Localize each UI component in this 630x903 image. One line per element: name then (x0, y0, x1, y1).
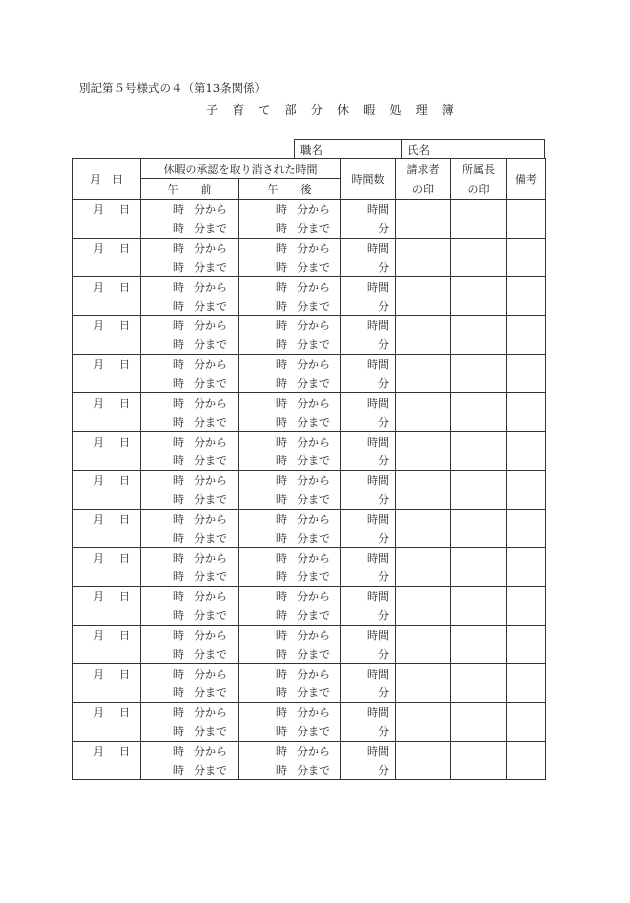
row-minutes: 分 (341, 683, 396, 702)
am-to: 時 分まで (141, 257, 239, 276)
row-hours: 時間 (341, 354, 396, 373)
pm-to: 時 分まで (239, 219, 341, 238)
remarks-cell[interactable] (507, 238, 546, 277)
row-date: 月 日 (73, 238, 141, 257)
am-to: 時 分まで (141, 606, 239, 625)
remarks-header: 備考 (507, 159, 546, 200)
remarks-cell[interactable] (507, 548, 546, 587)
head-seal-header: 所属長 (451, 159, 507, 179)
row-hours: 時間 (341, 586, 396, 605)
row-minutes: 分 (341, 412, 396, 431)
table-row (73, 277, 546, 296)
requester-seal-cell[interactable] (396, 548, 451, 587)
remarks-cell[interactable] (507, 200, 546, 239)
requester-seal-cell[interactable] (396, 393, 451, 432)
am-from: 時 分から (141, 548, 239, 567)
remarks-cell[interactable] (507, 586, 546, 625)
row-date-blank (73, 257, 141, 276)
am-header: 午 前 (141, 179, 239, 200)
pm-to: 時 分まで (239, 374, 341, 393)
remarks-cell[interactable] (507, 432, 546, 471)
am-from: 時 分から (141, 238, 239, 257)
job-title-label: 職名 (300, 143, 323, 157)
row-hours: 時間 (341, 316, 396, 335)
row-date: 月 日 (73, 509, 141, 528)
row-date: 月 日 (73, 277, 141, 296)
am-to: 時 分まで (141, 528, 239, 547)
requester-seal-cell[interactable] (396, 316, 451, 355)
head-seal-cell[interactable] (451, 200, 507, 239)
am-to: 時 分まで (141, 722, 239, 741)
head-seal-header-sub: の印 (451, 179, 507, 200)
am-to: 時 分まで (141, 451, 239, 470)
pm-to: 時 分まで (239, 490, 341, 509)
am-from: 時 分から (141, 470, 239, 489)
date-header: 月 日 (73, 159, 141, 200)
job-title-box (294, 139, 402, 158)
remarks-cell[interactable] (507, 509, 546, 548)
requester-seal-cell[interactable] (396, 277, 451, 316)
row-date-blank (73, 219, 141, 238)
remarks-cell[interactable] (507, 664, 546, 703)
approved-time-header: 休暇の承認を取り消された時間 (141, 159, 341, 179)
remarks-cell[interactable] (507, 354, 546, 393)
row-minutes: 分 (341, 335, 396, 354)
row-minutes: 分 (341, 606, 396, 625)
row-date: 月 日 (73, 548, 141, 567)
row-date: 月 日 (73, 393, 141, 412)
row-date-blank (73, 296, 141, 315)
am-to: 時 分まで (141, 490, 239, 509)
pm-from: 時 分から (239, 509, 341, 528)
form-reference: 別記第５号様式の４（第13条関係） (79, 81, 267, 95)
pm-to: 時 分まで (239, 760, 341, 779)
am-from: 時 分から (141, 354, 239, 373)
am-from: 時 分から (141, 200, 239, 219)
remarks-cell[interactable] (507, 741, 546, 780)
table-row (73, 664, 546, 683)
row-minutes: 分 (341, 490, 396, 509)
row-date: 月 日 (73, 741, 141, 760)
table-row (73, 354, 546, 373)
requester-seal-cell[interactable] (396, 741, 451, 780)
am-from: 時 分から (141, 277, 239, 296)
table-row (73, 741, 546, 760)
requester-seal-cell[interactable] (396, 509, 451, 548)
row-minutes: 分 (341, 760, 396, 779)
row-minutes: 分 (341, 374, 396, 393)
row-date: 月 日 (73, 432, 141, 451)
pm-from: 時 分から (239, 741, 341, 760)
row-minutes: 分 (341, 296, 396, 315)
requester-seal-cell[interactable] (396, 432, 451, 471)
requester-seal-cell[interactable] (396, 586, 451, 625)
am-to: 時 分まで (141, 760, 239, 779)
am-from: 時 分から (141, 509, 239, 528)
head-seal-cell[interactable] (451, 548, 507, 587)
pm-from: 時 分から (239, 354, 341, 373)
table-row (73, 586, 546, 605)
row-date: 月 日 (73, 702, 141, 721)
row-date-blank (73, 683, 141, 702)
am-to: 時 分まで (141, 683, 239, 702)
name-box (401, 139, 545, 158)
requester-seal-cell[interactable] (396, 702, 451, 741)
row-hours: 時間 (341, 200, 396, 219)
table-row (73, 470, 546, 489)
pm-from: 時 分から (239, 238, 341, 257)
table-row (73, 548, 546, 567)
row-date-blank (73, 567, 141, 586)
head-seal-cell[interactable] (451, 470, 507, 509)
table-row (73, 393, 546, 412)
row-date: 月 日 (73, 625, 141, 644)
table-row (73, 432, 546, 451)
name-label: 氏名 (407, 143, 430, 157)
requester-seal-cell[interactable] (396, 470, 451, 509)
pm-from: 時 分から (239, 470, 341, 489)
page-title: 子育て部分休暇処理簿 (206, 103, 469, 117)
pm-from: 時 分から (239, 625, 341, 644)
pm-from: 時 分から (239, 586, 341, 605)
am-from: 時 分から (141, 741, 239, 760)
row-date: 月 日 (73, 586, 141, 605)
am-from: 時 分から (141, 393, 239, 412)
table-row (73, 625, 546, 644)
head-seal-cell[interactable] (451, 393, 507, 432)
pm-to: 時 分まで (239, 296, 341, 315)
row-date-blank (73, 606, 141, 625)
am-to: 時 分まで (141, 335, 239, 354)
pm-to: 時 分まで (239, 528, 341, 547)
am-to: 時 分まで (141, 219, 239, 238)
am-from: 時 分から (141, 702, 239, 721)
row-hours: 時間 (341, 393, 396, 412)
remarks-cell[interactable] (507, 470, 546, 509)
row-hours: 時間 (341, 625, 396, 644)
requester-seal-cell[interactable] (396, 238, 451, 277)
row-date-blank (73, 412, 141, 431)
row-date: 月 日 (73, 664, 141, 683)
pm-from: 時 分から (239, 548, 341, 567)
pm-from: 時 分から (239, 702, 341, 721)
row-date: 月 日 (73, 470, 141, 489)
requester-seal-cell[interactable] (396, 664, 451, 703)
remarks-cell[interactable] (507, 277, 546, 316)
requester-seal-cell[interactable] (396, 625, 451, 664)
remarks-cell[interactable] (507, 393, 546, 432)
requester-seal-header: 請求者 (396, 159, 451, 179)
head-seal-cell[interactable] (451, 432, 507, 471)
row-date-blank (73, 490, 141, 509)
row-hours: 時間 (341, 470, 396, 489)
row-date-blank (73, 528, 141, 547)
head-seal-cell[interactable] (451, 277, 507, 316)
table-row (73, 238, 546, 257)
row-minutes: 分 (341, 644, 396, 663)
table-row (73, 702, 546, 721)
head-seal-cell[interactable] (451, 625, 507, 664)
head-seal-cell[interactable] (451, 702, 507, 741)
row-minutes: 分 (341, 722, 396, 741)
row-hours: 時間 (341, 509, 396, 528)
head-seal-cell[interactable] (451, 664, 507, 703)
row-hours: 時間 (341, 238, 396, 257)
pm-header: 午 後 (239, 179, 341, 200)
row-date-blank (73, 644, 141, 663)
row-minutes: 分 (341, 257, 396, 276)
pm-from: 時 分から (239, 316, 341, 335)
row-minutes: 分 (341, 528, 396, 547)
table-row (73, 316, 546, 335)
row-hours: 時間 (341, 277, 396, 296)
ledger-body (73, 200, 546, 780)
requester-seal-cell[interactable] (396, 354, 451, 393)
am-to: 時 分まで (141, 412, 239, 431)
am-from: 時 分から (141, 625, 239, 644)
row-hours: 時間 (341, 432, 396, 451)
row-date: 月 日 (73, 316, 141, 335)
row-date: 月 日 (73, 200, 141, 219)
head-seal-cell[interactable] (451, 741, 507, 780)
head-seal-cell[interactable] (451, 509, 507, 548)
row-hours: 時間 (341, 548, 396, 567)
row-hours: 時間 (341, 741, 396, 760)
pm-to: 時 分まで (239, 644, 341, 663)
head-seal-cell[interactable] (451, 316, 507, 355)
row-date-blank (73, 451, 141, 470)
requester-seal-cell[interactable] (396, 200, 451, 239)
remarks-cell[interactable] (507, 702, 546, 741)
pm-from: 時 分から (239, 277, 341, 296)
table-row (73, 509, 546, 528)
head-seal-cell[interactable] (451, 586, 507, 625)
pm-from: 時 分から (239, 432, 341, 451)
am-from: 時 分から (141, 316, 239, 335)
pm-to: 時 分まで (239, 567, 341, 586)
leave-ledger-table (72, 158, 546, 780)
am-to: 時 分まで (141, 296, 239, 315)
remarks-cell[interactable] (507, 625, 546, 664)
row-minutes: 分 (341, 451, 396, 470)
am-to: 時 分まで (141, 644, 239, 663)
requester-seal-header-sub: の印 (396, 179, 451, 200)
row-hours: 時間 (341, 702, 396, 721)
am-to: 時 分まで (141, 567, 239, 586)
pm-to: 時 分まで (239, 606, 341, 625)
am-to: 時 分まで (141, 374, 239, 393)
head-seal-cell[interactable] (451, 354, 507, 393)
row-date-blank (73, 374, 141, 393)
pm-from: 時 分から (239, 200, 341, 219)
pm-to: 時 分まで (239, 412, 341, 431)
row-minutes: 分 (341, 567, 396, 586)
row-hours: 時間 (341, 664, 396, 683)
row-minutes: 分 (341, 219, 396, 238)
head-seal-cell[interactable] (451, 238, 507, 277)
pm-to: 時 分まで (239, 257, 341, 276)
pm-to: 時 分まで (239, 451, 341, 470)
pm-from: 時 分から (239, 393, 341, 412)
pm-to: 時 分まで (239, 722, 341, 741)
pm-to: 時 分まで (239, 335, 341, 354)
row-date: 月 日 (73, 354, 141, 373)
row-date-blank (73, 760, 141, 779)
row-date-blank (73, 335, 141, 354)
am-from: 時 分から (141, 432, 239, 451)
pm-from: 時 分から (239, 664, 341, 683)
am-from: 時 分から (141, 586, 239, 605)
hours-header: 時間数 (341, 159, 396, 200)
am-from: 時 分から (141, 664, 239, 683)
table-row (73, 200, 546, 219)
remarks-cell[interactable] (507, 316, 546, 355)
pm-to: 時 分まで (239, 683, 341, 702)
row-date-blank (73, 722, 141, 741)
